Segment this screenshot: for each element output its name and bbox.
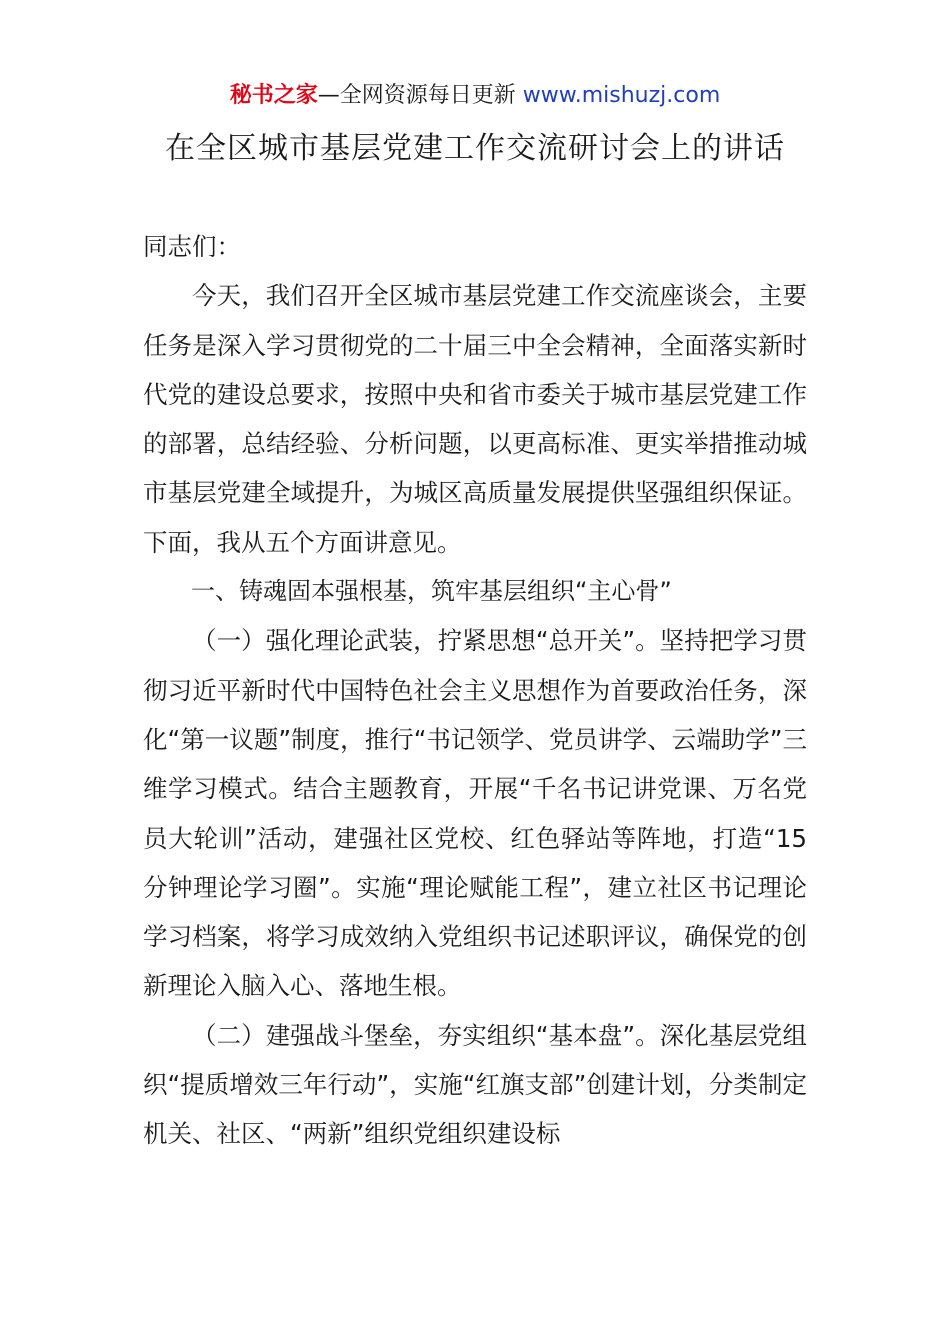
header-tagline: —全网资源每日更新 [317, 83, 523, 108]
paragraph-2: （二）建强战斗堡垒，夯实组织“基本盘”。深化基层党组织“提质增效三年行动”，实施“红旗支部”创建计划，分类制定机关、社区、“两新”组织党组织建设标 [143, 1020, 807, 1149]
intro-paragraph: 今天，我们召开全区城市基层党建工作交流座谈会，主要任务是深入学习贯彻党的二十届三中全会精神，全面落实新时代党的建设总要求，按照中央和省市委关于城市基层党建工作的部署，总结经验、分析问题，以更高标准、更实举措推动城市基层党建全域提升，为城区高质量发展提供坚强组织保证。下面，我从五个方面讲意见。 [143, 281, 807, 557]
salutation: 同志们： [143, 232, 241, 261]
document-body [143, 222, 807, 1159]
site-url[interactable]: www.mishuzj.com [522, 83, 721, 108]
paragraph-1: （一）强化理论武装，拧紧思想“总开关”。坚持把学习贯彻习近平新时代中国特色社会主义思想作为首要政治任务，深化“第一议题”制度，推行“书记领学、党员讲学、云端助学”三维学习模式。结合主题教育，开展“千名书记讲党课、万名党员大轮训”活动，建强社区党校、红色驿站等阵地，打造“15分钟理论学习圈”。实施“理论赋能工程”，建立社区书记理论学习档案，将学习成效纳入党组织书记述职评议，确保党的创新理论入脑入心、落地生根。 [143, 626, 807, 1001]
brand-name: 秘书之家 [229, 83, 318, 108]
site-header [0, 80, 950, 112]
section-heading: 一、铸魂固本强根基，筑牢基层组织“主心骨” [191, 577, 672, 606]
document-title: 在全区城市基层党建工作交流研讨会上的讲话 [165, 131, 785, 166]
